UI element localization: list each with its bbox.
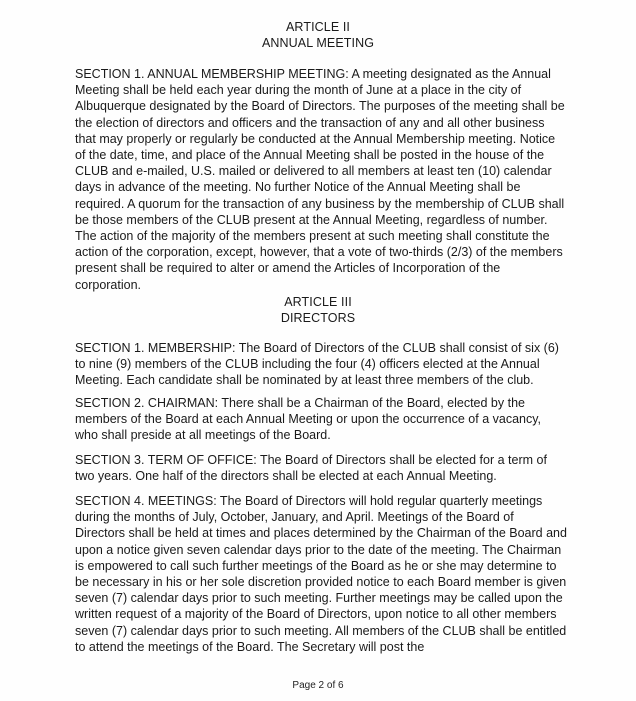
article-iii-section-1: SECTION 1. MEMBERSHIP: The Board of Directors of the CLUB shall consist of six (6) to nine (9) members of the CLUB including the four (4) officers elected at the Annual Meeting. Each candidate shall be nominated by at least three members of the club.: [75, 341, 559, 388]
article-iii-section-3: SECTION 3. TERM OF OFFICE: The Board of Directors shall be elected for a term of two years. One half of the directors shall be elected at each Annual Meeting.: [75, 453, 547, 484]
article-ii-section-1: SECTION 1. ANNUAL MEMBERSHIP MEETING: A meeting designated as the Annual Meeting shall be held each year during the month of June at a place in the city of Albuquerque designated by the Board of Directors. The purposes of the meeting shall be the election of directors and officers and the transaction of any and all other business that may properly or regularly be conducted at the Annual Membership meeting. Notice of the date, time, and place of the Annual Meeting shall be posted in the house of the CLUB and e-mailed, U.S. mailed or delivered to all members at least ten (10) calendar days in advance of the meeting. No further Notice of the Annual Meeting shall be required. A quorum for the transaction of any business by the membership of CLUB shall be those members of the CLUB present at the Annual Meeting, regardless of number. The action of the majority of the members present at such meeting shall constitute the action of the corporation, except, however, that a vote of two-thirds (2/3) of the members present shall be required to alter or amend the Articles of Incorporation of the corporation.: [75, 67, 565, 292]
article-ii-number: ARTICLE II: [286, 20, 350, 34]
article-iii-number: ARTICLE III: [284, 295, 352, 309]
page-number: Page 2 of 6: [292, 680, 344, 691]
article-ii-title: ANNUAL MEETING: [261, 36, 375, 50]
article-iii-section-4: SECTION 4. MEETINGS: The Board of Directors will hold regular quarterly meetings during the months of July, October, January, and April. Meetings of the Board of Directors shall be held at times and places determined by the Chairman of the Board and upon a notice given seven calendar days prior to the date of the meeting. The Chairman is empowered to call such further meetings of the Board as he or she may determine to be necessary in his or her sole discretion provided notice to each Board member is given seven (7) calendar days prior to such meeting. Further meetings may be called upon the written request of a majority of the Board of Directors, upon notice to all other members seven (7) calendar days prior to such meeting. All members of the CLUB shall be entitled to attend the meetings of the Board. The Secretary will post the: [75, 494, 567, 654]
article-iii-title: DIRECTORS: [280, 311, 356, 325]
article-iii-section-2: SECTION 2. CHAIRMAN: There shall be a Chairman of the Board, elected by the members of the Board at each Annual Meeting or upon the occurrence of a vacancy, who shall preside at all meetings of the Board.: [75, 396, 542, 443]
